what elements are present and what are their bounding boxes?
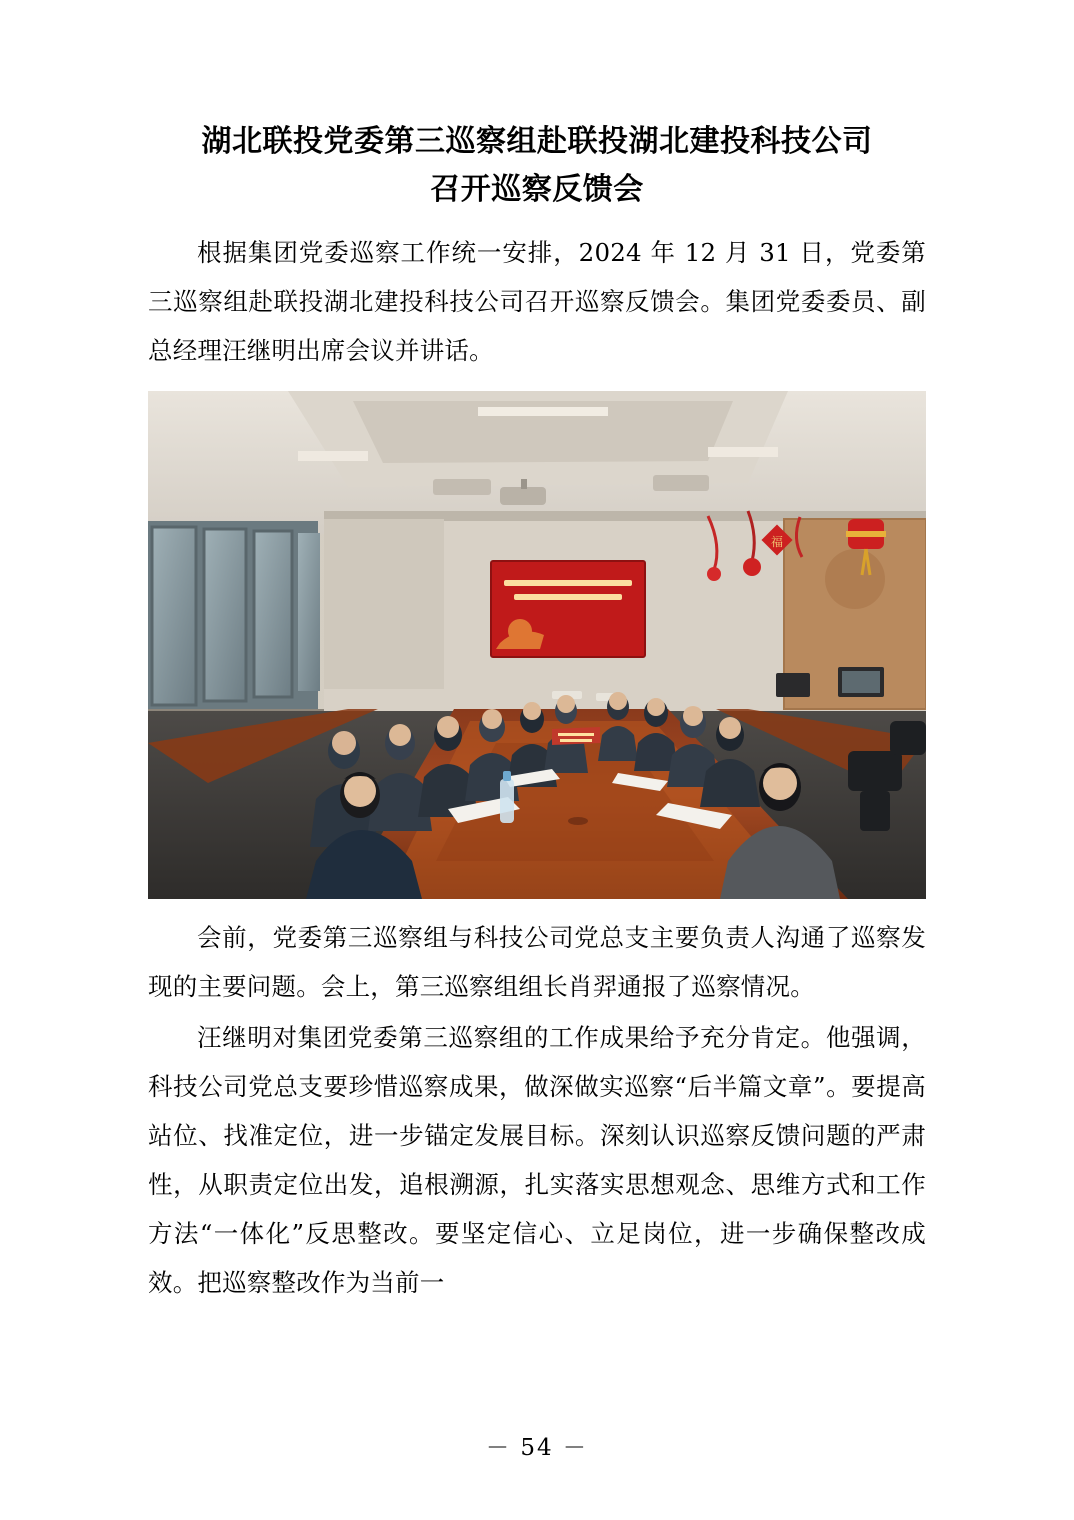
page-title-line-1: 湖北联投党委第三巡察组赴联投湖北建投科技公司 (201, 124, 873, 159)
paragraph-3: 汪继明对集团党委第三巡察组的工作成果给予充分肯定。他强调，科技公司党总支要珍惜巡察成果，做深做实巡察“后半篇文章”。要提高站位、找准定位，进一步锚定发展目标。深刻认识巡察反馈问题的严肃性，从职责定位出发，追根溯源，扎实落实思想观念、思维方式和工作方法“一体化”反思整改。要坚定信心、立足岗位，进一步确保整改成效。把巡察整改作为当前一 (148, 1023, 926, 1297)
paragraph-1: 根据集团党委巡察工作统一安排，2024 年 12 月 31 日，党委第三巡察组赴联投湖北建投科技公司召开巡察反馈会。集团党委委员、副总经理汪继明出席会议并讲话。 (148, 238, 926, 365)
page-number: － 54 － (486, 1435, 588, 1461)
page-title (148, 118, 926, 214)
svg-text:福: 福 (770, 535, 784, 549)
meeting-photo (148, 391, 926, 899)
page-title-line-2: 召开巡察反馈会 (430, 172, 644, 207)
paragraph-2: 会前，党委第三巡察组与科技公司党总支主要负责人沟通了巡察发现的主要问题。会上，第三巡察组组长肖羿通报了巡察情况。 (148, 923, 926, 1001)
